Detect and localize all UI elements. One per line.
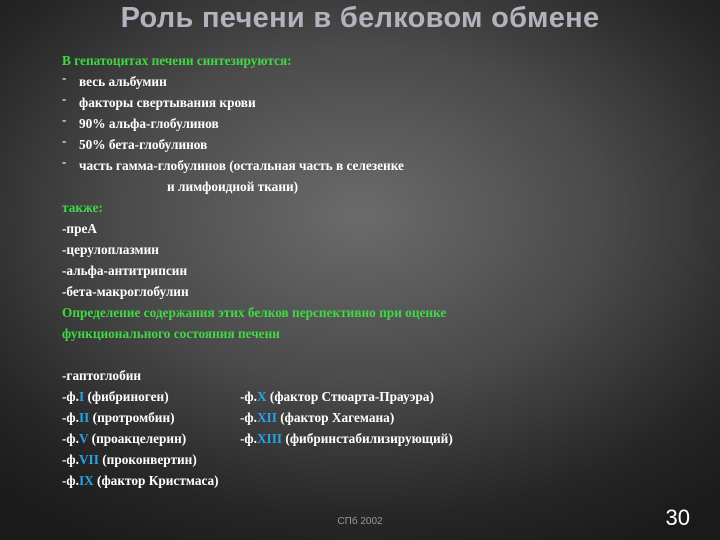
factor-row (62, 449, 682, 470)
bullet-item: - 50% бета-глобулинов (62, 134, 682, 155)
bullet-continuation: и лимфоидной ткани) (167, 179, 299, 194)
dash-bullet-icon: - (62, 70, 67, 85)
list-item-haptoglobin: -гаптоглобин (62, 368, 142, 383)
list-item: -церулоплазмин (62, 242, 159, 257)
dash-bullet-icon: - (62, 133, 67, 148)
heading-also: также: (62, 200, 103, 215)
list-item: -преА (62, 221, 97, 236)
bullet-item: - весь альбумин (62, 71, 682, 92)
factor-item: -ф.X (фактор Стюарта-Прауэра) (240, 389, 434, 404)
factor-item: -ф.IX (фактор Кристмаса) (62, 473, 219, 488)
factor-item: -ф.V (проакцелерин) (62, 431, 187, 446)
factor-item: -ф.II (протромбин) (62, 410, 175, 425)
factor-item: -ф.I (фибриноген) (62, 389, 169, 404)
slide-footer: СПб 2002 (337, 516, 383, 527)
list-item: -альфа-антитрипсин (62, 263, 188, 278)
factor-row (62, 470, 682, 491)
highlight-line: Определение содержания этих белков перспективно при оценке (62, 305, 447, 320)
list-item: -бета-макроглобулин (62, 284, 189, 299)
factor-item: -ф.VII (проконвертин) (62, 452, 197, 467)
factor-row (62, 386, 682, 407)
page-number: 30 (665, 505, 690, 530)
highlight-line: функционального состояния печени (62, 326, 280, 341)
bullet-item: - 90% альфа-глобулинов (62, 113, 682, 134)
factor-item: -ф.XII (фактор Хагемана) (240, 410, 395, 425)
bullet-item: - факторы свертывания крови (62, 92, 682, 113)
bullet-item: - часть гамма-глобулинов (остальная часть в селезенке (62, 155, 682, 176)
factor-row (62, 407, 682, 428)
spacer (62, 344, 682, 365)
dash-bullet-icon: - (62, 154, 67, 169)
factor-row (62, 428, 682, 449)
factor-item: -ф.XIII (фибринстабилизирующий) (240, 431, 453, 446)
slide-title: Роль печени в белковом обмене (120, 2, 600, 34)
slide-content (62, 50, 682, 491)
heading-synthesized: В гепатоцитах печени синтезируются: (62, 53, 292, 68)
dash-bullet-icon: - (62, 91, 67, 106)
dash-bullet-icon: - (62, 112, 67, 127)
